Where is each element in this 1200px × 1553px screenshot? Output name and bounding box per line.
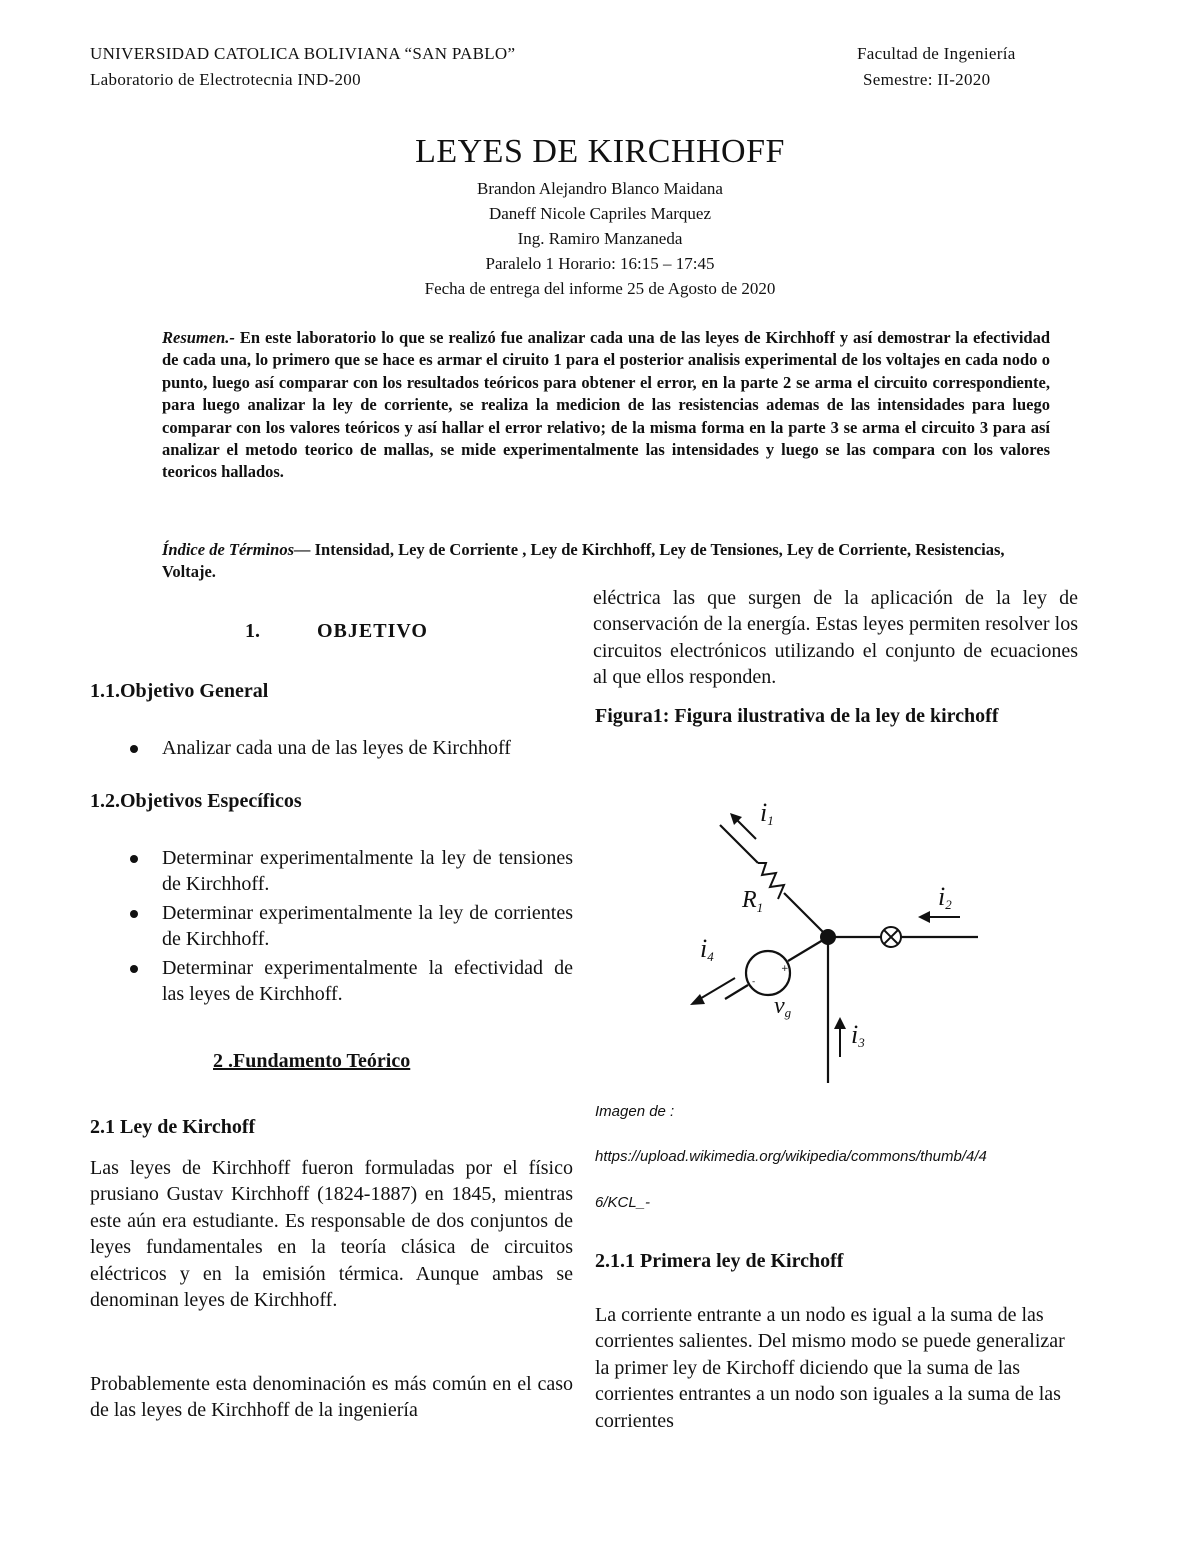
label-i3: i3 <box>851 1020 865 1050</box>
abstract-label: Resumen.- <box>162 328 235 347</box>
minus-sign: - <box>752 977 756 987</box>
paragraph-kirchhoff-history: Las leyes de Kirchhoff fueron formuladas por el físico prusiano Gustav Kirchhoff (1824-1887) en 1845, mientras este aún era estudiante. Es responsable de dos conjuntos de leyes fundamentales en la teoría clásica de circuitos eléctricos y en la emisión térmica. Aunque ambas se denominan leyes de Kirchhoff. <box>90 1157 573 1312</box>
section-1-number: 1. <box>245 620 260 642</box>
schedule: Paralelo 1 Horario: 16:15 – 17:45 <box>485 254 715 273</box>
author-block <box>0 176 1200 301</box>
image-source-label: Imagen de : <box>595 1103 675 1120</box>
r1-wire-top <box>720 825 758 863</box>
image-source-url-line2[interactable]: 6/KCL_- <box>595 1194 651 1211</box>
image-source-url-line1[interactable]: https://upload.wikimedia.org/wikipedia/commons/thumb/4/4 <box>595 1148 987 1165</box>
label-i1: i1 <box>760 798 774 828</box>
i1-arrow-shaft <box>735 818 756 839</box>
i3-arrow-head <box>834 1017 846 1029</box>
plus-sign: + <box>781 964 789 974</box>
paragraph-continuation: eléctrica las que surgen de la aplicación de la ley de conservación de la energía. Estas leyes permiten resolver los circuitos electrónicos utilizando el conjunto de ecuaciones al que ellos responden. <box>593 587 1078 689</box>
bullet-dot <box>130 745 138 753</box>
kirchhoff-node-figure <box>680 795 990 1090</box>
subsection-2-1-1: 2.1.1 Primera ley de Kirchoff <box>595 1250 844 1272</box>
label-i2: i2 <box>938 882 952 912</box>
submission-date: Fecha de entrega del informe 25 de Agosto de 2020 <box>424 279 776 298</box>
r1-wire-bottom <box>784 893 828 937</box>
label-i4: i4 <box>700 934 714 964</box>
bullet-general: Analizar cada una de las leyes de Kirchhoff <box>162 737 511 759</box>
node-dot <box>820 929 836 945</box>
label-vg: vg <box>774 993 792 1020</box>
bullet-dot <box>130 855 138 863</box>
abstract-text: En este laboratorio lo que se realizó fue analizar cada una de las leyes de Kirchhoff y así demostrar la efectividad de cada una, lo primero que se hace es armar el ciruito 1 para el posterior analisis experimental de los voltajes en cada nodo o punto, luego así comparar con los resultados teóricos para obtener el error, en la parte 2 se arma el circuito correspondiente, para luego analizar la ley de corriente, se realiza la medicion de las resistencias ademas de las intensidades para luego comparar con los valores teóricos y así hallar el error relativo; de la misma forma en la parte 3 se arma el circuito 3 para así analizar el metodo teorico de mallas, se mide experimentalmente las intensidades y luego se las compara con los valores teoricos hallados. <box>162 328 1051 482</box>
i4-arrow-head <box>690 994 705 1005</box>
section-2-title: 2 .Fundamento Teórico <box>213 1050 411 1072</box>
bullet-specific-3: Determinar experimentalmente la efectividad de las leyes de Kirchhoff. <box>162 957 573 1006</box>
subsection-2-1: 2.1 Ley de Kirchoff <box>90 1116 256 1138</box>
index-terms <box>162 539 1050 584</box>
source-wire-bottom <box>725 985 748 999</box>
bullet-dot <box>130 910 138 918</box>
bullet-dot <box>130 965 138 973</box>
index-terms-label: Índice de Términos— <box>162 540 311 559</box>
paragraph-denomination: Probablemente esta denominación es más común en el caso de las leyes de Kirchhoff de la ingeniería <box>90 1373 573 1422</box>
header-lab: Laboratorio de Electrotecnia IND-200 <box>90 70 361 89</box>
subsection-1-1: 1.1.Objetivo General <box>90 680 269 702</box>
bullet-specific-2: Determinar experimentalmente la ley de corrientes de Kirchhoff. <box>162 902 573 951</box>
subsection-1-2: 1.2.Objetivos Específicos <box>90 790 302 812</box>
i2-arrow-head <box>918 911 930 923</box>
header-semester: Semestre: II-2020 <box>863 70 991 89</box>
label-r1: $R_1$ <box>742 887 764 915</box>
resistor-zigzag <box>758 863 784 899</box>
header-university: UNIVERSIDAD CATOLICA BOLIVIANA “SAN PABLO” <box>90 44 516 63</box>
figure-caption: Figura1: Figura ilustrativa de la ley de kirchoff <box>595 705 999 727</box>
instructor: Ing. Ramiro Manzaneda <box>517 229 683 248</box>
section-1-title: OBJETIVO <box>317 620 428 642</box>
paragraph-first-law: La corriente entrante a un nodo es igual a la suma de las corrientes salientes. Del mismo modo se puede generalizar la primer ley de Kirchoff diciendo que la suma de las corrientes entrantes a un nodo son iguales a la suma de las corrientes <box>595 1304 1065 1432</box>
page-title: LEYES DE KIRCHHOFF <box>415 133 785 170</box>
author-1: Brandon Alejandro Blanco Maidana <box>477 179 723 198</box>
header-faculty: Facultad de Ingeniería <box>857 44 1016 63</box>
author-2: Daneff Nicole Capriles Marquez <box>488 204 711 223</box>
index-terms-text: Intensidad, Ley de Corriente , Ley de Kirchhoff, Ley de Tensiones, Ley de Corriente, Resistencias, Voltaje. <box>162 540 1005 582</box>
abstract <box>162 327 1050 484</box>
bullet-specific-1: Determinar experimentalmente la ley de tensiones de Kirchhoff. <box>162 847 573 896</box>
